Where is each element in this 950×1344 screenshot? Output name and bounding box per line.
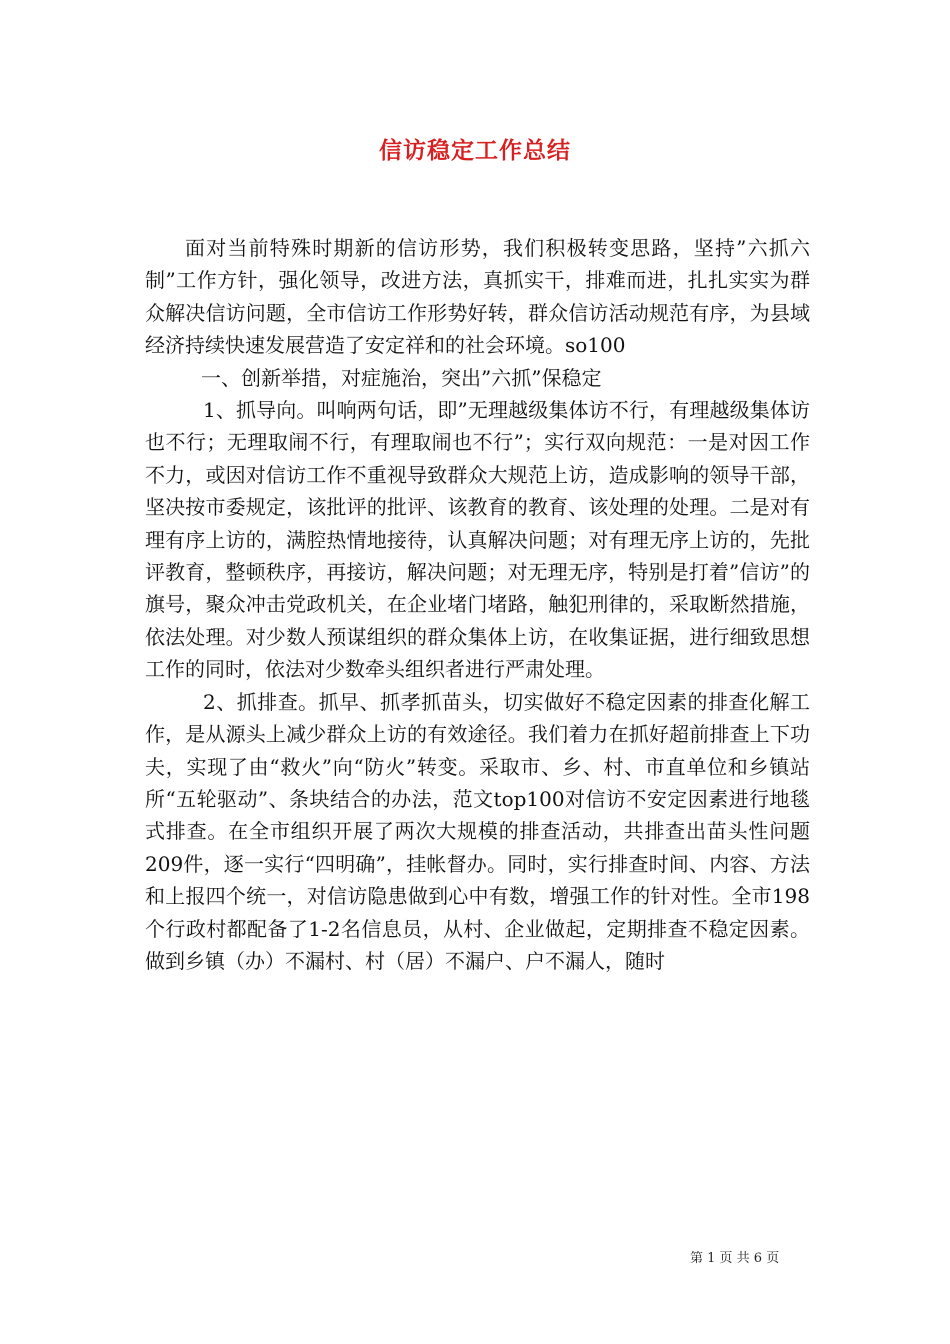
document-body (145, 232, 810, 977)
item-paragraph-2: 2、抓排查。抓早、抓孝抓苗头，切实做好不稳定因素的排查化解工作，是从源头上减少群众上访的有效途径。我们着力在抓好超前排查上下功夫，实现了由“救火”向“防火”转变。采取市、乡、村、市直单位和乡镇站所“五轮驱动”、条块结合的办法，范文top100对信访不安定因素进行地毯式排查。在全市组织开展了两次大规模的排查活动，共排查出苗头性问题209件，逐一实行“四明确”，挂帐督办。同时，实行排查时间、内容、方法和上报四个统一，对信访隐患做到心中有数，增强工作的针对性。全市198个行政村都配备了1-2名信息员，从村、企业做起，定期排查不稳定因素。做到乡镇（办）不漏村、村（居）不漏户、户不漏人，随时 (145, 689, 810, 973)
intro-paragraph: 面对当前特殊时期新的信访形势，我们积极转变思路，坚持”六抓六制”工作方针，强化领导，改进方法，真抓实干，排难而进，扎扎实实为群众解决信访问题，全市信访工作形势好转，群众信访活动规范有序，为县域经济持续快速发展营造了安定祥和的社会环境。so100 (145, 236, 810, 358)
section-heading: 一、创新举措，对症施治，突出”六抓”保稳定 (201, 365, 602, 390)
document-title: 信访稳定工作总结 (379, 137, 571, 164)
item-paragraph-1: 1、抓导向。叫响两句话，即”无理越级集体访不行，有理越级集体访也不行；无理取闹不行，有理取闹也不行”；实行双向规范：一是对因工作不力，或因对信访工作不重视导致群众大规范上访，造成影响的领导干部，坚决按市委规定，该批评的批评、该教育的教育、该处理的处理。二是对有理有序上访的，满腔热情地接待，认真解决问题；对有理无序上访的，先批评教育，整顿秩序，再接访，解决问题；对无理无序，特别是打着”信访”的旗号，聚众冲击党政机关，在企业堵门堵路，触犯刑律的，采取断然措施，依法处理。对少数人预谋组织的群众集体上访，在收集证据，进行细致思想工作的同时，依法对少数牵头组织者进行严肃处理。 (145, 398, 810, 682)
page-number: 第 1 页 共 6 页 (690, 1251, 780, 1266)
